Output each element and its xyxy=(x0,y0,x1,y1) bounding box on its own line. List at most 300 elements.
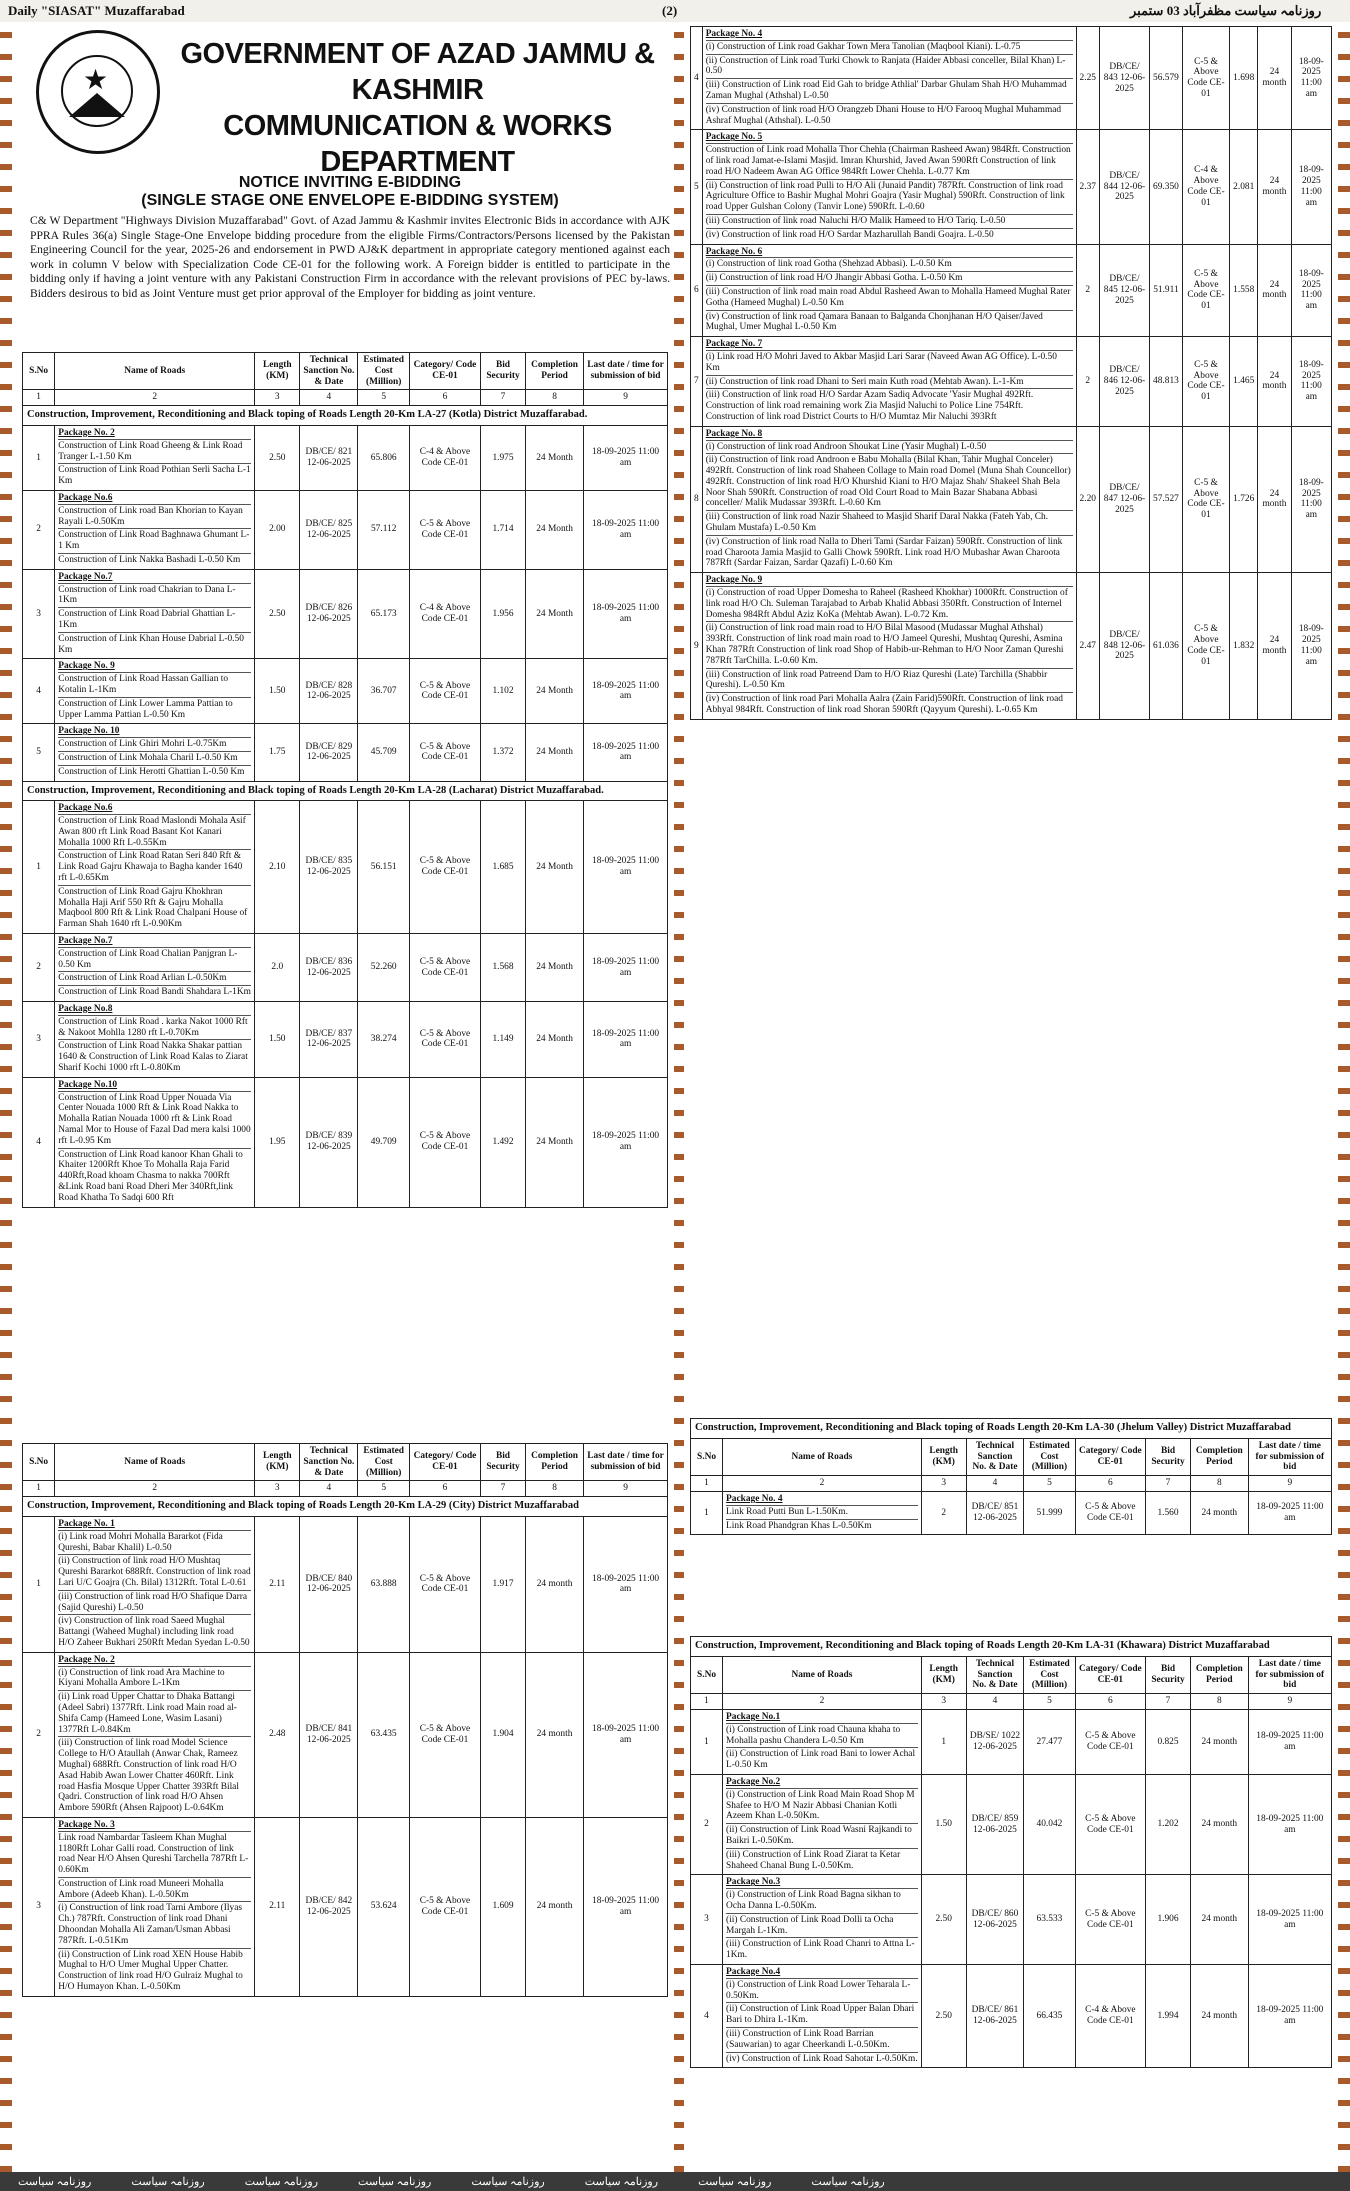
road-item: (ii) Construction of Link road Bani to lower Achal L-0.50 Km xyxy=(726,1747,918,1772)
completion-period: 24 month xyxy=(526,1817,584,1996)
completion-period: 24 month xyxy=(1258,244,1291,337)
technical-sanction: DB/CE/ 835 12-06-2025 xyxy=(300,801,358,934)
technical-sanction: DB/CE/ 841 12-06-2025 xyxy=(300,1652,358,1817)
bid-security: 1.149 xyxy=(480,1002,525,1078)
estimated-cost: 51.911 xyxy=(1150,244,1183,337)
table-row xyxy=(23,1652,668,1817)
column-number: 1 xyxy=(23,390,55,406)
column-header: Length (KM) xyxy=(921,1656,966,1693)
package-label: Package No. 9 xyxy=(58,661,115,672)
road-item: Construction of Link Mohala Charil L-0.50 Km xyxy=(58,751,251,765)
table-row xyxy=(23,1516,668,1652)
category-code: C-5 & Above Code CE-01 xyxy=(1182,573,1229,720)
bid-security: 1.832 xyxy=(1230,573,1258,720)
last-date: 18-09-2025 11:00 am xyxy=(1248,1709,1331,1774)
completion-period: 24 Month xyxy=(526,724,584,781)
road-item: Construction of Link Road Baghnawa Ghumant L-1 Km xyxy=(58,530,250,552)
bid-security: 1.975 xyxy=(480,425,525,490)
last-date: 18-09-2025 11:00 am xyxy=(584,801,668,934)
footer-text-8: روزنامہ سیاست xyxy=(811,2176,885,2188)
bidding-table-la27-la28 xyxy=(22,352,668,1208)
technical-sanction: DB/CE/ 859 12-06-2025 xyxy=(966,1774,1024,1874)
completion-period: 24 month xyxy=(1258,130,1291,244)
estimated-cost: 61.036 xyxy=(1150,573,1183,720)
road-names xyxy=(702,426,1076,573)
category-code: C-5 & Above Code CE-01 xyxy=(1075,1491,1146,1534)
table-row xyxy=(691,1875,1332,1965)
length-km: 2.50 xyxy=(255,425,300,490)
serial-number: 7 xyxy=(691,337,703,427)
table-row xyxy=(23,934,668,1002)
bidding-table-la30 xyxy=(690,1418,1332,1535)
table-row xyxy=(23,1817,668,1996)
completion-period: 24 Month xyxy=(526,801,584,934)
bid-security: 0.825 xyxy=(1146,1709,1191,1774)
section-title: Construction, Improvement, Reconditioning and Black toping of Roads Length 20-Km LA-31 (Khawara) District Muzaffarabad xyxy=(691,1637,1332,1657)
last-date: 18-09-2025 11:00 am xyxy=(584,724,668,781)
section-title: Construction, Improvement, Reconditioning and Black toping of Roads Length 20-Km LA-28 (Lacharat) District Muzaffarabad. xyxy=(23,781,668,801)
road-item: Construction of Link road Mohalla Thor Chehla (Chairman Rasheed Awan) 984Rft. Construction of link road Jamat-e-Islami Masjid. Imran Khurshid, Javed Awan 590Rft Construction of link road H/O Nadeem Awan AG Office 984Rft Lower Chehla. L-0.77 Km xyxy=(705,145,1071,177)
last-date: 18-09-2025 11:00 am xyxy=(1248,1964,1331,2067)
estimated-cost: 36.707 xyxy=(358,659,410,724)
column-number: 4 xyxy=(300,1481,358,1497)
completion-period: 24 Month xyxy=(526,1077,584,1207)
road-item: (iii) Construction of link road Naluchi H/O Malik Hameed to H/O Tariq. L-0.50 xyxy=(706,214,1073,228)
section-header-row xyxy=(23,1497,668,1517)
serial-number: 1 xyxy=(23,425,55,490)
road-names xyxy=(55,1516,255,1652)
package-label: Package No.7 xyxy=(58,936,113,947)
road-item: (ii) Construction of Link Road Wasni Rajkandi to Baikri L-0.50Km. xyxy=(726,1823,918,1848)
category-code: C-5 & Above Code CE-01 xyxy=(1075,1709,1146,1774)
column-header: Estimated Cost (Million) xyxy=(1024,1438,1075,1475)
serial-number: 2 xyxy=(691,1774,723,1874)
last-date: 18-09-2025 11:00 am xyxy=(1291,27,1331,130)
package-label: Package No.6 xyxy=(58,803,113,814)
bidding-table-la29-cont xyxy=(690,26,1332,720)
bid-security: 1.609 xyxy=(480,1817,525,1996)
last-date: 18-09-2025 11:00 am xyxy=(1291,337,1331,427)
completion-period: 24 month xyxy=(1190,1875,1248,1965)
category-code: C-5 & Above Code CE-01 xyxy=(1182,27,1229,130)
table-row xyxy=(23,1002,668,1078)
serial-number: 2 xyxy=(23,1652,55,1817)
column-number: 2 xyxy=(55,1481,255,1497)
road-item: Construction of Link Road Arlian L-0.50Km xyxy=(58,971,251,985)
table-row xyxy=(23,659,668,724)
last-date: 18-09-2025 11:00 am xyxy=(1291,426,1331,573)
footer-text-3: روزنامہ سیاست xyxy=(244,2176,319,2188)
serial-number: 1 xyxy=(23,801,55,934)
category-code: C-4 & Above Code CE-01 xyxy=(1075,1964,1146,2067)
road-item: (i) Construction of link road Ara Machine to Kiyani Mohalla Ambore L-1Km xyxy=(58,1666,251,1691)
length-km: 1.75 xyxy=(255,724,300,781)
column-number: 1 xyxy=(691,1694,723,1710)
middle-border-strip xyxy=(674,22,684,2172)
road-names xyxy=(55,1817,255,1996)
column-number: 3 xyxy=(255,390,300,406)
bid-security: 1.904 xyxy=(480,1652,525,1817)
road-item: (iii) Construction of link road main road Abdul Rasheed Awan to Mohalla Hameed Mughal Rater Gotha (Hameed Mughal) L-0.50 Km xyxy=(706,285,1073,310)
table-row xyxy=(23,801,668,934)
column-header: Last date / time for submission of bid xyxy=(1248,1438,1331,1475)
notice-title xyxy=(30,174,670,210)
column-header: Completion Period xyxy=(1190,1656,1248,1693)
length-km: 2.00 xyxy=(255,490,300,569)
technical-sanction: DB/CE/ 828 12-06-2025 xyxy=(300,659,358,724)
bid-security: 1.102 xyxy=(480,659,525,724)
serial-number: 5 xyxy=(23,724,55,781)
table-header-row xyxy=(691,1438,1332,1475)
column-header: Category/ Code CE-01 xyxy=(409,353,480,390)
road-item: (ii) Link road Upper Chattar to Dhaka Battangi (Adeel Sabri) 1377Rft. Link road Main road al-Shifa Camp (Hameed Lone, Wasim Lasani) 1377Rft L-0.84Km xyxy=(58,1690,251,1736)
road-item: Construction of Link Road Gheeng & Link Road Tranger L-1.50 Km xyxy=(58,439,251,464)
bidding-table-la31 xyxy=(690,1636,1332,2068)
technical-sanction: DB/CE/ 836 12-06-2025 xyxy=(300,934,358,1002)
completion-period: 24 month xyxy=(1258,573,1291,720)
length-km: 2.47 xyxy=(1076,573,1099,720)
estimated-cost: 65.806 xyxy=(358,425,410,490)
length-km: 2.0 xyxy=(255,934,300,1002)
column-number: 2 xyxy=(55,390,255,406)
package-label: Package No. 9 xyxy=(705,575,763,586)
package-label: Package No. 8 xyxy=(705,428,763,439)
last-date: 18-09-2025 11:00 am xyxy=(1248,1774,1331,1874)
estimated-cost: 45.709 xyxy=(358,724,410,781)
bid-security: 1.492 xyxy=(480,1077,525,1207)
technical-sanction: DB/CE/ 860 12-06-2025 xyxy=(966,1875,1024,1965)
column-number-row xyxy=(691,1694,1332,1710)
road-item: Construction of Link Road Upper Nouada Via Center Nouada 1000 Rft & Link Road Nakka to Mohalla Ratian Nouada 1000 rft & Link Road Namal Mor to House of Fazal Dad mera kalsi 1000 rft L-0.95 Km xyxy=(58,1092,251,1146)
column-number: 1 xyxy=(23,1481,55,1497)
category-code: C-5 & Above Code CE-01 xyxy=(409,1652,480,1817)
road-item: (iii) Construction of link road H/O Sardar Azam Sadiq Advocate 'Yasir Mughal 492Rft. Construction of link road remaining work Zia Masjid Naluchi to Police Line 754Rft. Construction of link road District Courts to H/O Mumtaz Mir Naluchi 393Rft xyxy=(706,388,1073,423)
government-title xyxy=(165,36,670,180)
road-names xyxy=(55,724,255,781)
road-item: Construction of Link road Ban Khorian to Kayan Rayali L-0.50Km xyxy=(58,504,251,529)
package-label: Package No. 2 xyxy=(58,1654,115,1665)
column-number: 7 xyxy=(1146,1694,1191,1710)
table-row xyxy=(691,1709,1332,1774)
column-number: 7 xyxy=(480,390,525,406)
package-label: Package No. 7 xyxy=(705,339,763,350)
category-code: C-5 & Above Code CE-01 xyxy=(1075,1875,1146,1965)
estimated-cost: 63.888 xyxy=(358,1516,410,1652)
bid-security: 1.726 xyxy=(1230,426,1258,573)
column-header: S.No xyxy=(691,1656,723,1693)
road-item: (ii) Construction of link road H/O Mushtaq Qureshi Bararkot 688Rft. Construction of link road Lari U/C Goajra (Ch. Bilal) 1312Rft. Total L-0.61 xyxy=(58,1556,251,1588)
road-item: Construction of Link Road Maslondi Mohala Asif Awan 800 rft Link Road Basant Kot Kanari Mohalla 1000 Rft L-0.55Km xyxy=(58,814,251,849)
table-row xyxy=(691,130,1332,244)
last-date: 18-09-2025 11:00 am xyxy=(584,490,668,569)
bid-security: 1.685 xyxy=(480,801,525,934)
road-item: Construction of Link Road Bandi Shahdara L-1Km xyxy=(58,987,251,998)
section-header-row xyxy=(691,1419,1332,1439)
table-row xyxy=(691,573,1332,720)
column-header: Name of Roads xyxy=(723,1438,922,1475)
road-item: (iii) Construction of Link Road Chanri to Attna L-1Km. xyxy=(726,1937,918,1962)
urdu-header: روزنامہ سیاست مظفرآباد 03 ستمبر xyxy=(1130,3,1322,18)
road-item: (iii) Construction of Link Road Ziarat ta Ketar Shaheed Chanal Bung L-0.50Km. xyxy=(726,1848,918,1873)
section-header-row xyxy=(23,781,668,801)
estimated-cost: 63.533 xyxy=(1024,1875,1075,1965)
table-row xyxy=(691,337,1332,427)
section-title: Construction, Improvement, Reconditioning and Black toping of Roads Length 20-Km LA-27 (Kotla) District Muzaffarabad. xyxy=(23,406,668,426)
length-km: 2.10 xyxy=(255,801,300,934)
notice-intro: C& W Department "Highways Division Muzaffarabad" Govt. of Azad Jammu & Kashmir invites Electronic Bids in accordance with AJK PPRA Rules 36(a) Single Stage-One Envelope bidding procedure from the eligible Firms/Contractors/Persons licensed by the Pakistan Engineering Council for the year, 2025-26 and endorsement in PWD AJ&K department in appropriate category mentioned against each work in column V below with Specialization Code CE-01 for the following work. A Foreign bidder is entitled to participate in the bidding only if having a joint venture with any Pakistani Construction Firm in accordance with the relevant provisions of PEC by-laws. Bidders desirous to bid as Joint Venture must get prior approval of the Employer for bidding as joint venture. xyxy=(30,214,670,300)
column-header: Estimated Cost (Million) xyxy=(358,1444,410,1481)
road-item: Construction of Link Road Dabrial Ghattian L-1Km xyxy=(58,607,251,632)
serial-number: 1 xyxy=(691,1491,723,1534)
last-date: 18-09-2025 11:00 am xyxy=(584,1652,668,1817)
road-item: Construction of Link Road Nakka Shakar pattian 1640 & Construction of Link Road Kalas to Ziarat Sharif Kochi 1000 rft L-0.80Km xyxy=(58,1039,251,1074)
technical-sanction: DB/CE/ 846 12-06-2025 xyxy=(1099,337,1149,427)
column-number: 4 xyxy=(300,390,358,406)
road-item: Construction of Link Road . karka Nakot 1000 Rft & Nakoot Mohlla 1280 rft L-0.70Km xyxy=(58,1015,251,1040)
road-names xyxy=(55,569,255,659)
package-label: Package No.4 xyxy=(726,1966,781,1977)
package-label: Package No.7 xyxy=(58,571,113,582)
column-header: Last date / time for submission of bid xyxy=(584,1444,668,1481)
road-item: (i) Construction of Link Road Lower Teharala L-0.50Km. xyxy=(726,1978,918,2003)
bid-security: 1.956 xyxy=(480,569,525,659)
column-header: Name of Roads xyxy=(55,1444,255,1481)
technical-sanction: DB/CE/ 851 12-06-2025 xyxy=(966,1491,1024,1534)
road-item: (iii) Construction of link road Nazir Shaheed to Masjid Sharif Daral Nakka (Fateh Yab, Ch. Ghulam Mustafa) L-0.50 Km xyxy=(706,510,1073,535)
road-item: (i) Construction of link road Tarni Ambore (Ilyas Ch.) 787Rft. Construction of link road Dhani Dhoondan Mohalla Ali Zaman/Usman Abbasi 787Rft. L-0.51Km xyxy=(58,1901,251,1947)
column-header: Technical Sanction No. & Date xyxy=(300,353,358,390)
estimated-cost: 56.579 xyxy=(1150,27,1183,130)
category-code: C-5 & Above Code CE-01 xyxy=(1182,426,1229,573)
bid-security: 1.906 xyxy=(1146,1875,1191,1965)
package-label: Package No.10 xyxy=(58,1079,118,1090)
road-names xyxy=(55,1002,255,1078)
serial-number: 6 xyxy=(691,244,703,337)
road-item: (iii) Construction of Link Road Barrian (Sauwarian) to agar Cheerkandi L-0.50Km. xyxy=(726,2027,918,2052)
category-code: C-5 & Above Code CE-01 xyxy=(409,724,480,781)
estimated-cost: 57.112 xyxy=(358,490,410,569)
road-item: Construction of Link Ghiri Mohri L-0.75Km xyxy=(58,737,251,751)
completion-period: 24 month xyxy=(526,1652,584,1817)
footer-text-6: روزنامہ سیاست xyxy=(584,2176,659,2188)
length-km: 2.50 xyxy=(921,1875,966,1965)
completion-period: 24 Month xyxy=(526,569,584,659)
page-header xyxy=(0,0,1350,22)
completion-period: 24 month xyxy=(1190,1709,1248,1774)
length-km: 2 xyxy=(1076,244,1099,337)
length-km: 2.25 xyxy=(1076,27,1099,130)
column-number: 9 xyxy=(584,1481,668,1497)
package-label: Package No.6 xyxy=(58,492,113,503)
category-code: C-5 & Above Code CE-01 xyxy=(1075,1774,1146,1874)
bid-security: 1.698 xyxy=(1230,27,1258,130)
gov-line-1: GOVERNMENT OF AZAD JAMMU & KASHMIR xyxy=(180,38,655,106)
technical-sanction: DB/SE/ 1022 12-06-2025 xyxy=(966,1709,1024,1774)
column-number: 2 xyxy=(723,1476,922,1492)
road-names xyxy=(55,801,255,934)
road-item: (ii) Construction of Link Road Dolli ta Ocha Margah L-1Km. xyxy=(726,1913,918,1938)
table-row xyxy=(691,27,1332,130)
serial-number: 3 xyxy=(23,1817,55,1996)
column-number: 5 xyxy=(358,1481,410,1497)
road-item: Link Road Phandgran Khas L-0.50Km xyxy=(726,1519,918,1533)
completion-period: 24 month xyxy=(1190,1964,1248,2067)
road-names xyxy=(702,27,1076,130)
category-code: C-5 & Above Code CE-01 xyxy=(409,934,480,1002)
package-label: Package No. 5 xyxy=(705,132,763,143)
section-header-row xyxy=(691,1637,1332,1657)
left-border-strip xyxy=(0,22,12,2172)
column-number: 8 xyxy=(1190,1476,1248,1492)
road-item: Construction of Link Nakka Bashadi L-0.50 Km xyxy=(58,553,251,567)
road-item: (i) Construction of Link Road Main Road Shop M Shafee to H/O M Nazir Abbasi Chanian Kotli Azeem Khan L-0.50Km. xyxy=(726,1788,918,1823)
bid-security: 1.994 xyxy=(1146,1964,1191,2067)
column-number: 8 xyxy=(1190,1694,1248,1710)
road-item: (iv) Construction of link road Saeed Mughal Battangi (Waheed Mughal) including link road H/O Zaheer Bukhari 250Rft Medan Syedan L-0.50 xyxy=(58,1616,250,1648)
estimated-cost: 65.173 xyxy=(358,569,410,659)
road-item: (iii) Construction of link road Patreend Dam to H/O Riaz Qureshi (Late) Tarchilla (Shabbir Qureshi). L-0.50 Km xyxy=(706,668,1073,693)
package-label: Package No.8 xyxy=(58,1004,113,1015)
road-names xyxy=(55,490,255,569)
table-row xyxy=(691,426,1332,573)
road-item: (i) Link road Mohri Mohalla Bararkot (Fida Qureshi, Babar Khalil) L-0.50 xyxy=(58,1530,251,1555)
road-item: Construction of Link Lower Lamma Pattian to Upper Lamma Pattian L-0.50 Km xyxy=(58,697,251,722)
road-item: (iv) Construction of link road H/O Orangzeb Dhani House to H/O Farooq Mughal Muhammad Ashraf Mughal (Athshal). L-0.50 xyxy=(706,103,1073,128)
road-item: (ii) Construction of Link Road Upper Balan Dhari Bari to Dhira L-1Km. xyxy=(726,2002,918,2027)
road-item: Construction of Link Road Gajru Khokhran Mohalla Haji Arif 550 Rft & Gajru Mohalla Maqbool 800 Rft & Link Road Chalpani House of Farman Shah 1640 rft L-0.90Km xyxy=(58,885,251,931)
serial-number: 1 xyxy=(691,1709,723,1774)
column-header: Completion Period xyxy=(1190,1438,1248,1475)
road-names xyxy=(55,1652,255,1817)
last-date: 18-09-2025 11:00 am xyxy=(584,1817,668,1996)
last-date: 18-09-2025 11:00 am xyxy=(1291,130,1331,244)
package-label: Package No. 4 xyxy=(726,1493,783,1504)
column-header: Estimated Cost (Million) xyxy=(1024,1656,1075,1693)
road-names xyxy=(55,659,255,724)
column-header: Length (KM) xyxy=(921,1438,966,1475)
serial-number: 8 xyxy=(691,426,703,573)
road-item: (iv) Construction of link road Qamara Banaan to Balganda Chonjhanan H/O Qaiser/Javed Mughal, Umer Mughal L-0.50 Km xyxy=(706,310,1073,335)
completion-period: 24 Month xyxy=(526,425,584,490)
footer-text-7: روزنامہ سیاست xyxy=(698,2176,772,2188)
road-item: Construction of Link Khan House Dabrial L-0.50 Km xyxy=(58,632,251,657)
technical-sanction: DB/CE/ 825 12-06-2025 xyxy=(300,490,358,569)
completion-period: 24 Month xyxy=(526,490,584,569)
column-number: 4 xyxy=(966,1476,1024,1492)
section-title: Construction, Improvement, Reconditioning and Black toping of Roads Length 20-Km LA-29 (City) District Muzaffarabad xyxy=(23,1497,668,1517)
footer-text-5: روزنامہ سیاست xyxy=(471,2176,545,2188)
package-label: Package No.2 xyxy=(726,1776,781,1787)
column-number-row xyxy=(691,1476,1332,1492)
road-item: Construction of Link Road Pothian Serli Sacha L-1 Km xyxy=(58,465,251,487)
column-header: Category/ Code CE-01 xyxy=(1075,1656,1146,1693)
column-header: Technical Sanction No. & Date xyxy=(966,1438,1024,1475)
estimated-cost: 69.350 xyxy=(1150,130,1183,244)
bid-security: 1.465 xyxy=(1230,337,1258,427)
notice-title-1: NOTICE INVITING E-BIDDING xyxy=(238,174,462,191)
technical-sanction: DB/CE/ 844 12-06-2025 xyxy=(1099,130,1149,244)
column-number: 7 xyxy=(1146,1476,1191,1492)
page-number: (2) xyxy=(662,3,678,18)
table-header-row xyxy=(691,1656,1332,1693)
road-item: (iv) Construction of link road Pari Mohalla Aalra (Zain Farid)590Rft. Construction of link road Abhyal 984Rft. Construction of link road Shoran 590Rft (Qayyum Qureshi). L-0.65 Km xyxy=(706,692,1073,717)
road-names xyxy=(702,573,1076,720)
table-row xyxy=(691,1964,1332,2067)
column-header: Category/ Code CE-01 xyxy=(1075,1438,1146,1475)
last-date: 18-09-2025 11:00 am xyxy=(584,1002,668,1078)
last-date: 18-09-2025 11:00 am xyxy=(1248,1875,1331,1965)
road-item: (ii) Construction of link road Pulli to H/O Ali (Junaid Pandit) 787Rft. Construction of link road Agriculture Office to Bashir Mughal Mohri Goajra (Yasir Mughal) 590Rft. Construction of link road Upper Gulshan Colony (Tanvir Lone) 590Rft. L-0.60 xyxy=(706,179,1073,214)
road-item: Construction of Link Road Ratan Seri 840 Rft & Link Road Gajru Khawaja to Bagha kander 1640 rft L-0.65Km xyxy=(58,849,251,884)
column-number: 9 xyxy=(1248,1694,1331,1710)
footer-text-2: روزنامہ سیاست xyxy=(131,2176,205,2188)
category-code: C-4 & Above Code CE-01 xyxy=(409,569,480,659)
last-date: 18-09-2025 11:00 am xyxy=(584,659,668,724)
road-item: (ii) Construction of Link road Turki Chowk to Ranjata (Haider Abbasi conceller, Bilal Khan) L-0.50 xyxy=(706,54,1073,79)
table-row xyxy=(23,724,668,781)
serial-number: 4 xyxy=(691,27,703,130)
road-names xyxy=(702,337,1076,427)
footer-strip xyxy=(0,2172,1350,2191)
estimated-cost: 53.624 xyxy=(358,1817,410,1996)
column-header: Bid Security xyxy=(1146,1656,1191,1693)
technical-sanction: DB/CE/ 842 12-06-2025 xyxy=(300,1817,358,1996)
road-item: (i) Link road H/O Mohri Javed to Akbar Masjid Lari Sarar (Naveed Awan AG Office). L-0.50 Km xyxy=(706,350,1073,375)
estimated-cost: 38.274 xyxy=(358,1002,410,1078)
last-date: 18-09-2025 11:00 am xyxy=(1291,573,1331,720)
last-date: 18-09-2025 11:00 am xyxy=(1248,1491,1331,1534)
footer-text-4: روزنامہ سیاست xyxy=(358,2176,432,2188)
package-label: Package No.3 xyxy=(726,1877,781,1888)
technical-sanction: DB/CE/ 847 12-06-2025 xyxy=(1099,426,1149,573)
road-item: (i) Construction of Link road Gakhar Town Mera Tanolian (Maqbool Kiani). L-0.75 xyxy=(706,40,1073,54)
column-number-row xyxy=(23,1481,668,1497)
road-item: Construction of Link Road Hassan Gallian to Kotalin L-1Km xyxy=(58,672,251,697)
completion-period: 24 Month xyxy=(526,659,584,724)
section-title: Construction, Improvement, Reconditioning and Black toping of Roads Length 20-Km LA-30 (Jhelum Valley) District Muzaffarabad xyxy=(691,1419,1332,1439)
column-number: 1 xyxy=(691,1476,723,1492)
column-number: 8 xyxy=(526,1481,584,1497)
right-border-strip xyxy=(1338,22,1350,2172)
estimated-cost: 66.435 xyxy=(1024,1964,1075,2067)
category-code: C-5 & Above Code CE-01 xyxy=(409,1002,480,1078)
bid-security: 1.560 xyxy=(1146,1491,1191,1534)
column-header: Technical Sanction No. & Date xyxy=(966,1656,1024,1693)
length-km: 2.50 xyxy=(255,569,300,659)
bid-security: 1.202 xyxy=(1146,1774,1191,1874)
road-item: Construction of Link Road Chalian Panjgran L-0.50 Km xyxy=(58,947,251,972)
estimated-cost: 56.151 xyxy=(358,801,410,934)
road-item: (ii) Construction of link road Dhani to Seri main Kuth road (Mehtab Awan). L-1-Km xyxy=(706,375,1073,389)
last-date: 18-09-2025 11:00 am xyxy=(584,1077,668,1207)
ajk-emblem-icon: ★ xyxy=(36,30,160,154)
notice-title-2: (SINGLE STAGE ONE ENVELOPE E-BIDDING SYSTEM) xyxy=(141,192,559,209)
bid-security: 1.568 xyxy=(480,934,525,1002)
bidding-table-la29 xyxy=(22,1443,668,1997)
serial-number: 9 xyxy=(691,573,703,720)
serial-number: 3 xyxy=(23,569,55,659)
serial-number: 2 xyxy=(23,490,55,569)
column-header: Bid Security xyxy=(1146,1438,1191,1475)
length-km: 1.50 xyxy=(255,659,300,724)
technical-sanction: DB/CE/ 848 12-06-2025 xyxy=(1099,573,1149,720)
footer-text-1: روزنامہ سیاست xyxy=(18,2176,92,2188)
column-header: S.No xyxy=(691,1438,723,1475)
serial-number: 4 xyxy=(23,659,55,724)
road-item: (iii) Construction of link road H/O Shafique Darra (Sajid Qureshi) L-0.50 xyxy=(58,1590,251,1615)
completion-period: 24 month xyxy=(1190,1491,1248,1534)
package-label: Package No. 10 xyxy=(58,726,120,737)
